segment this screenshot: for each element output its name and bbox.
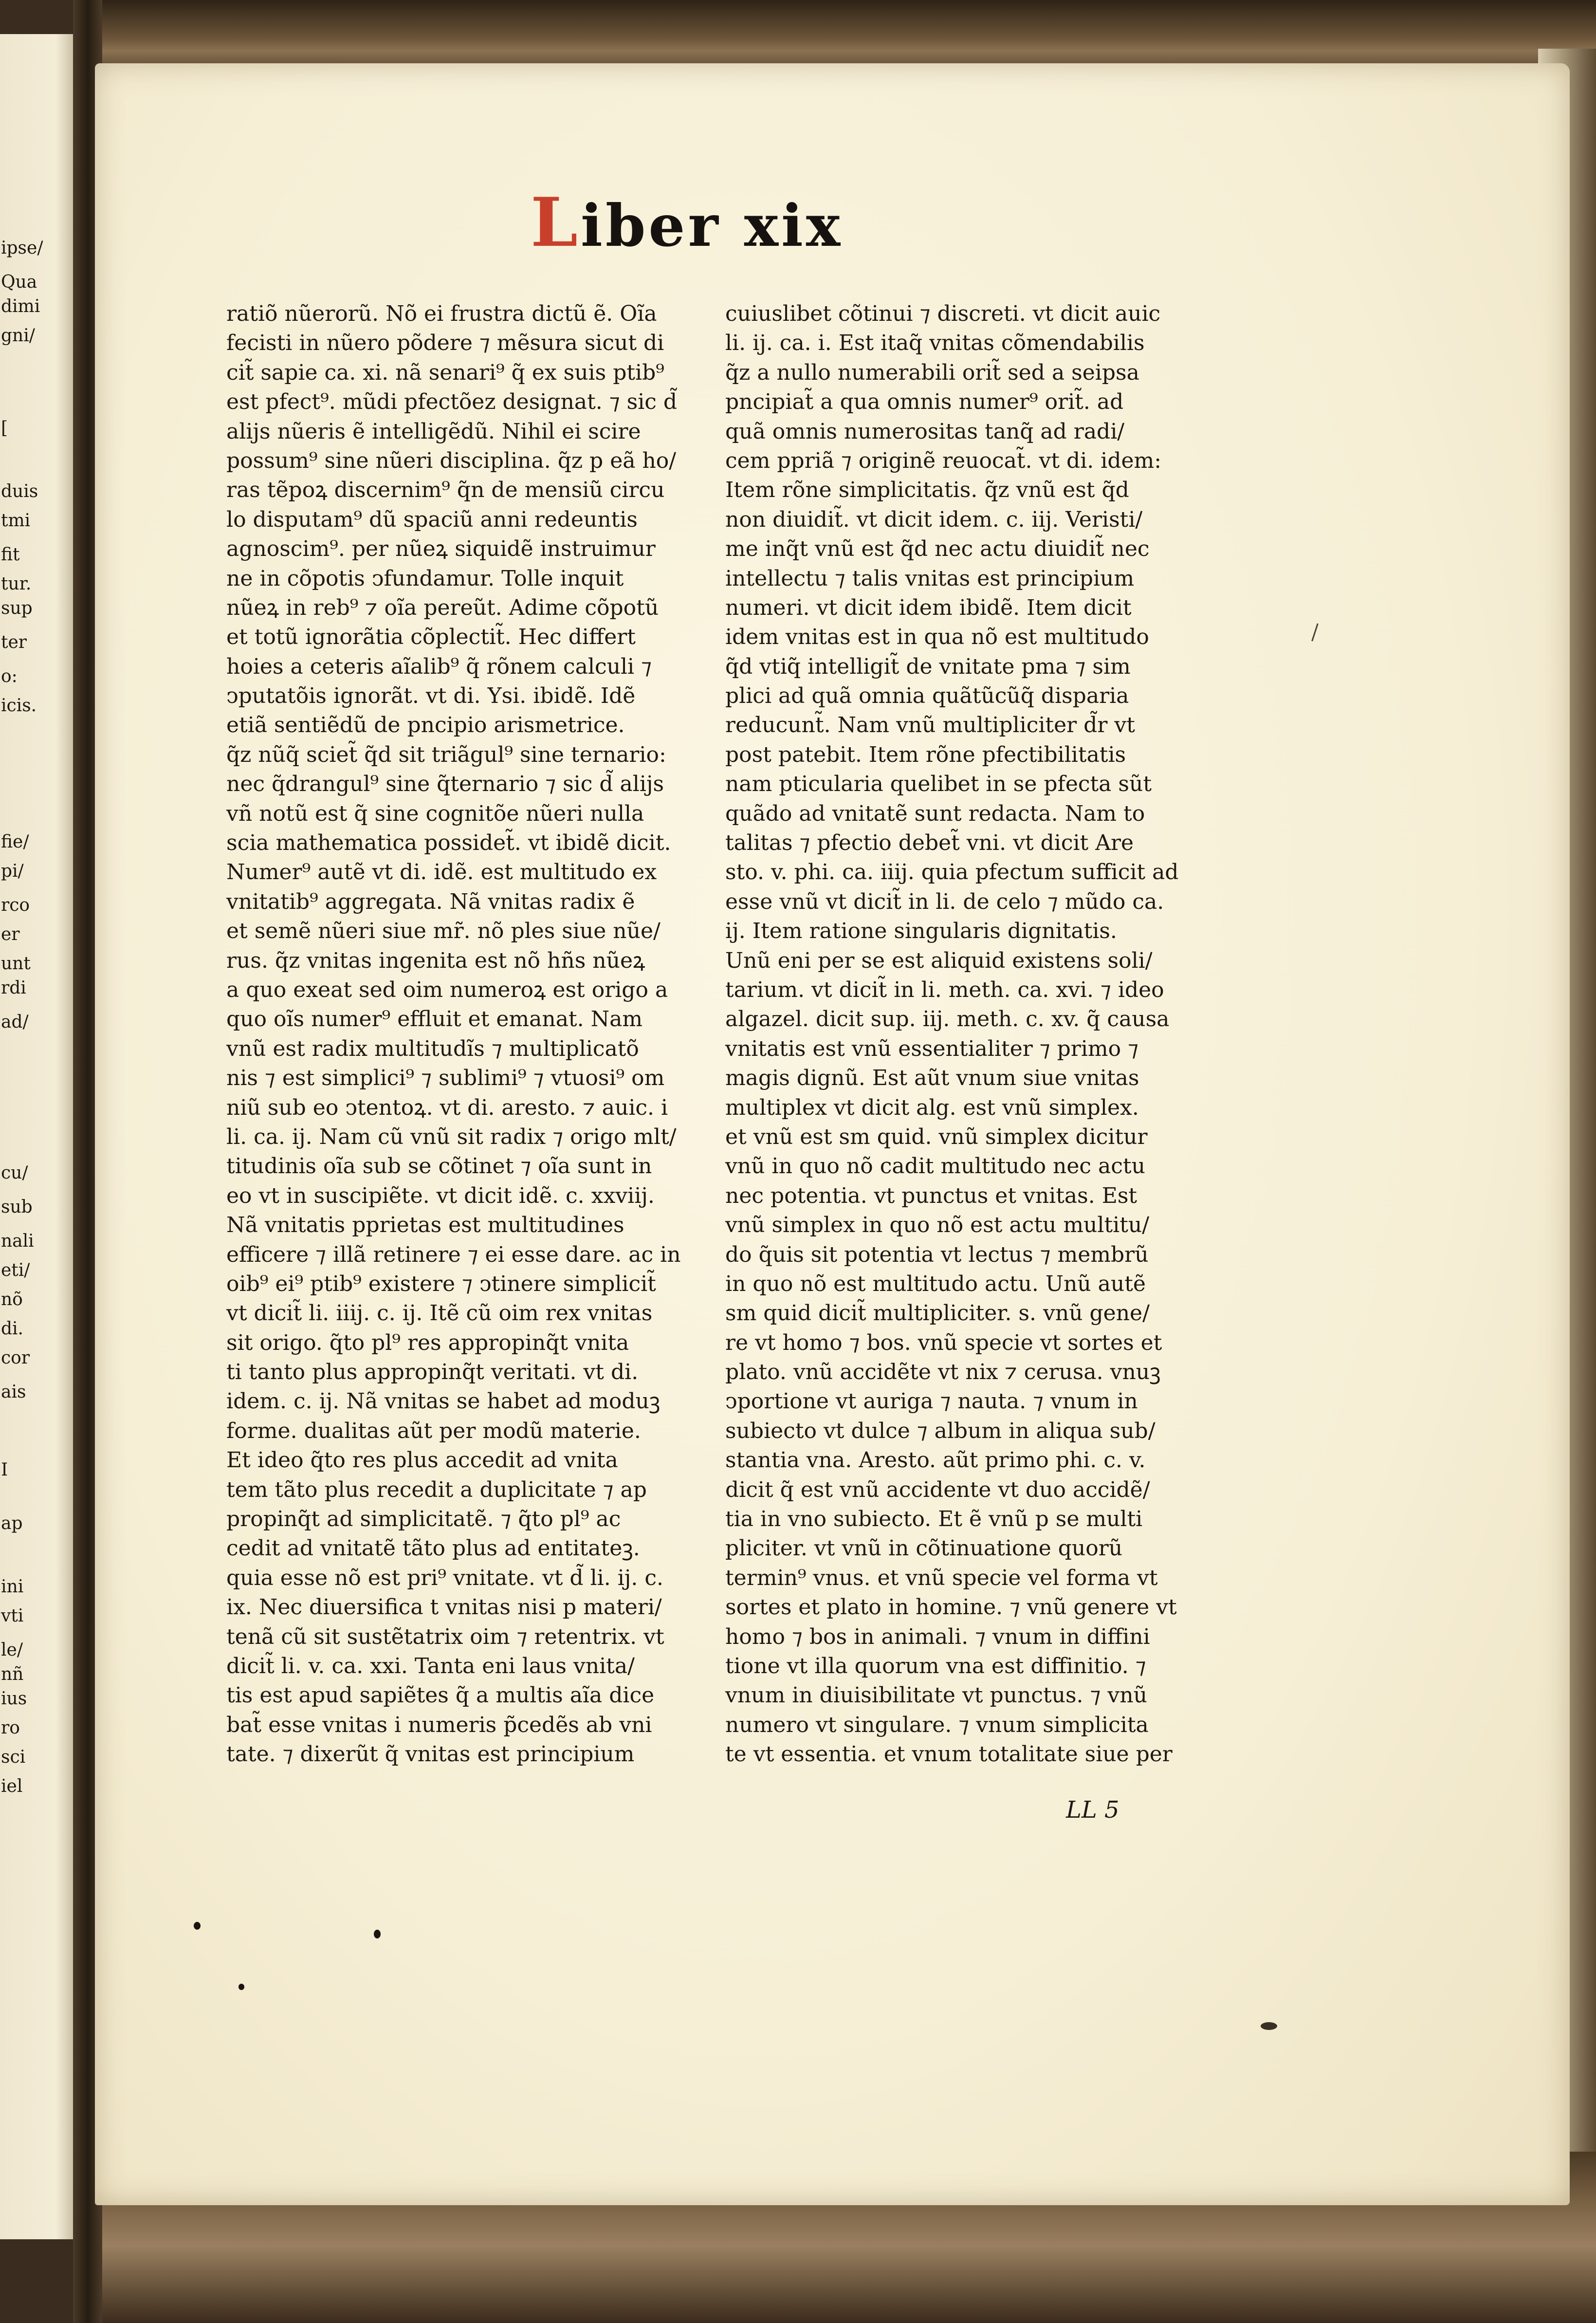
- text-line: numero vt singulare. ⁊ vnum simplicita: [725, 1712, 1149, 1737]
- text-line: Et ideo q̃to res plus accedit ad vnita: [226, 1448, 618, 1473]
- text-line: reducunt̃. Nam vnũ multipliciter d̃r vt: [725, 713, 1135, 738]
- facing-page-text-fragment: nñ: [1, 1664, 24, 1684]
- text-line: ↄportione vt auriga ⁊ nauta. ⁊ vnum in: [725, 1389, 1138, 1414]
- text-line: propinq̃t ad simplicitatẽ. ⁊ q̃to pl⁹ ac: [226, 1507, 621, 1532]
- ink-spot: [194, 1922, 201, 1930]
- text-line: vnitatib⁹ aggregata. Nã vnitas radix ẽ: [226, 889, 635, 914]
- text-line: in quo nõ est multitudo actu. Unũ autẽ: [725, 1271, 1146, 1296]
- facing-page-text-fragment: ais: [1, 1382, 26, 1402]
- text-line: dicit q̃ est vnũ accidente vt duo accidẽ/: [725, 1477, 1150, 1502]
- text-line: sit origo. q̃to pl⁹ res appropinq̃t vnita: [226, 1330, 629, 1355]
- facing-page-text-fragment: sci: [1, 1747, 26, 1767]
- text-line: quã omnis numerositas tanq̃ ad radi/: [725, 419, 1125, 444]
- text-line: tenã cũ sit sustẽtatrix oim ⁊ retentrix. vt: [226, 1624, 664, 1649]
- ink-spot: [1261, 2022, 1277, 2030]
- text-line: bat̃ esse vnitas i numeris p̃cedẽs ab vni: [226, 1712, 652, 1737]
- text-line: Numer⁹ autẽ vt di. idẽ. est multitudo ex: [226, 860, 657, 885]
- facing-page-text-fragment: rco: [1, 895, 30, 915]
- text-line: plici ad quã omnia quãtũcũq̃ disparia: [725, 683, 1129, 709]
- facing-page-text-fragment: I: [1, 1460, 8, 1480]
- text-line: re vt homo ⁊ bos. vnũ specie vt sortes et: [725, 1330, 1162, 1355]
- text-line: hoies a ceteris aĩalib⁹ q̃ rõnem calculi ⁊: [226, 654, 652, 679]
- text-line: nis ⁊ est simplici⁹ ⁊ sublimi⁹ ⁊ vtuosi⁹ om: [226, 1066, 665, 1091]
- facing-page-text-fragment: unt: [1, 954, 31, 974]
- facing-page-text-fragment: vti: [1, 1606, 24, 1626]
- text-line: intellectu ⁊ talis vnitas est principium: [725, 566, 1135, 591]
- text-line: ↄputatõis ignorãt. vt di. Ysi. ibidẽ. Idẽ: [226, 683, 636, 709]
- text-line: lo disputam⁹ dũ spaciũ anni redeuntis: [226, 507, 638, 532]
- text-line: subiecto vt dulce ⁊ album in aliqua sub/: [725, 1418, 1156, 1443]
- facing-page-text-fragment: eti/: [1, 1260, 30, 1280]
- text-line: pncipiat̃ a qua omnis numer⁹ orit̃. ad: [725, 389, 1124, 415]
- text-line: do q̃uis sit potentia vt lectus ⁊ membrũ: [725, 1242, 1149, 1267]
- text-line: talitas ⁊ pfectio debet̃ vni. vt dicit Are: [725, 830, 1134, 856]
- chapter-heading-text: iber xix: [581, 192, 844, 259]
- text-column-left: [226, 299, 684, 1770]
- facing-page-text-fragment: ius: [1, 1689, 27, 1709]
- chapter-heading: [531, 183, 843, 262]
- text-line: vt dicit̃ li. iiij. c. ij. Itẽ cũ oim rex vnitas: [226, 1301, 653, 1326]
- facing-page-text-fragment: nõ: [1, 1290, 23, 1309]
- text-line: vnũ est radix multitudĩs ⁊ multiplicatõ: [226, 1036, 639, 1061]
- text-line: vnum in diuisibilitate vt punctus. ⁊ vnũ: [725, 1683, 1147, 1708]
- text-line: niũ sub eo ↄtentoꝝ. vt di. aresto. ⁊ auic. i: [226, 1095, 668, 1120]
- text-line: ratiõ nũerorũ. Nõ ei frustra dictũ ẽ. Oĩa: [226, 301, 657, 326]
- facing-page-text-fragment: ipse/: [1, 238, 43, 258]
- facing-page-text-fragment: gni/: [1, 326, 35, 346]
- text-line: possum⁹ sine nũeri disciplina. q̃z p eã ho/: [226, 448, 677, 473]
- facing-page-text-fragment: sub: [1, 1197, 33, 1217]
- facing-page-text-fragment: er: [1, 924, 20, 944]
- text-line: plato. vnũ accidẽte vt nix ⁊ cerusa. vnuꝫ: [725, 1360, 1161, 1385]
- text-line: titudinis oĩa sub se cõtinet ⁊ oĩa sunt in: [226, 1154, 652, 1179]
- text-line: et vnũ est sm quid. vnũ simplex dicitur: [725, 1124, 1148, 1149]
- facing-page-text-fragment: ro: [1, 1718, 20, 1738]
- facing-page-text-fragment: rdi: [1, 978, 26, 998]
- text-line: magis dignũ. Est aũt vnum siue vnitas: [725, 1066, 1139, 1091]
- text-line: li. ij. ca. i. Est itaq̃ vnitas cõmendabilis: [725, 331, 1145, 356]
- text-line: nec potentia. vt punctus et vnitas. Est: [725, 1183, 1137, 1208]
- facing-page-text-fragment: tur.: [1, 574, 32, 594]
- text-line: nam pticularia quelibet in se pfecta sũt: [725, 772, 1152, 797]
- text-line: Unũ eni per se est aliquid existens soli/: [725, 948, 1153, 973]
- text-line: ti tanto plus appropinq̃t veritati. vt di.: [226, 1360, 639, 1385]
- facing-page-text-fragment: icis.: [1, 696, 37, 716]
- text-line: stantia vna. Aresto. aũt primo phi. c. v.: [725, 1448, 1146, 1473]
- facing-page-text-fragment: fie/: [1, 832, 29, 852]
- facing-page-edge: [0, 34, 80, 2239]
- signature-mark: LL 5: [1066, 1796, 1119, 1824]
- facing-page-text-fragment: sup: [1, 598, 33, 618]
- text-line: me inq̃t vnũ est q̃d nec actu diuidit̃ nec: [725, 536, 1150, 562]
- text-line: tem tãto plus recedit a duplicitate ⁊ ap: [226, 1477, 647, 1502]
- text-line: scia mathematica possidet̃. vt ibidẽ dicit.: [226, 830, 671, 856]
- text-column-right: [725, 299, 1188, 1770]
- text-line: cem ppriã ⁊ originẽ reuocat̃. vt di. idem:: [725, 448, 1162, 473]
- text-line: vnũ simplex in quo nõ est actu multitu/: [725, 1213, 1150, 1238]
- text-line: non diuidit̃. vt dicit idem. c. iij. Veristi/: [725, 507, 1143, 532]
- text-line: q̃z a nullo numerabili orit̃ sed a seipsa: [725, 360, 1139, 385]
- text-line: Item rõne simplicitatis. q̃z vnũ est q̃d: [725, 478, 1129, 503]
- text-line: quãdo ad vnitatẽ sunt redacta. Nam to: [725, 801, 1145, 826]
- facing-page-text-fragment: ter: [1, 632, 27, 652]
- facing-page-text-fragment: ad/: [1, 1012, 29, 1032]
- text-line: vnitatis est vnũ essentialiter ⁊ primo ⁊: [725, 1036, 1138, 1061]
- text-line: vñ notũ est q̃ sine cognitõe nũeri nulla: [226, 801, 644, 826]
- rubricated-initial: L: [531, 183, 581, 262]
- facing-page-text-fragment: ini: [1, 1577, 24, 1597]
- facing-page-text-fragment: fit: [1, 545, 20, 565]
- text-line: quia esse nõ est pri⁹ vnitate. vt d̃ li. ij. c.: [226, 1565, 664, 1590]
- text-line: forme. dualitas aũt per modũ materie.: [226, 1418, 641, 1443]
- facing-page-text-fragment: ap: [1, 1513, 23, 1533]
- facing-page-text-fragment: duis: [1, 481, 38, 501]
- text-line: li. ca. ij. Nam cũ vnũ sit radix ⁊ origo mlt/: [226, 1124, 677, 1149]
- text-line: tione vt illa quorum vna est diffinitio. ⁊: [725, 1653, 1146, 1678]
- text-line: ij. Item ratione singularis dignitatis.: [725, 919, 1117, 944]
- text-line: dicit̃ li. v. ca. xxi. Tanta eni laus vnita/: [226, 1653, 635, 1678]
- text-line: quo oĩs numer⁹ effluit et emanat. Nam: [226, 1007, 643, 1032]
- text-line: agnoscim⁹. per nũeꝝ siquidẽ instruimur: [226, 536, 656, 562]
- text-line: homo ⁊ bos in animali. ⁊ vnum in diffini: [725, 1624, 1150, 1649]
- text-line: rus. q̃z vnitas ingenita est nõ hñs nũeꝝ: [226, 948, 645, 973]
- text-line: termin⁹ vnus. et vnũ specie vel forma vt: [725, 1565, 1158, 1590]
- facing-page-text-fragment: nali: [1, 1231, 34, 1251]
- facing-page-text-fragment: dimi: [1, 296, 40, 316]
- text-line: algazel. dicit sup. iij. meth. c. xv. q̃ causa: [725, 1007, 1170, 1032]
- text-line: sto. v. phi. ca. iiij. quia pfectum sufficit ad: [725, 860, 1179, 885]
- text-line: et semẽ nũeri siue mr̃. nõ ples siue nũe/: [226, 919, 660, 944]
- text-line: et totũ ignorãtia cõplectit̃. Hec differt: [226, 625, 636, 650]
- text-line: sortes et plato in homine. ⁊ vnũ genere vt: [725, 1595, 1177, 1620]
- facing-page-text-fragment: Qua: [1, 272, 37, 292]
- text-line: q̃z nũq̃ sciet̃ q̃d sit triãgul⁹ sine ternario:: [226, 742, 666, 767]
- text-line: tia in vno subiecto. Et ẽ vnũ p se multi: [725, 1507, 1143, 1532]
- facing-page-text-fragment: cu/: [1, 1163, 28, 1183]
- text-line: est pfect⁹. mũdi pfectõez designat. ⁊ sic d̃: [226, 389, 678, 415]
- text-line: ne in cõpotis ↄfundamur. Tolle inquit: [226, 566, 624, 591]
- text-line: te vt essentia. et vnum totalitate siue per: [725, 1742, 1173, 1767]
- facing-page-text-fragment: iel: [1, 1776, 23, 1796]
- text-line: post patebit. Item rõne pfectibilitatis: [725, 742, 1126, 767]
- text-line: cit̃ sapie ca. xi. nã senari⁹ q̃ ex suis ptib⁹: [226, 360, 664, 385]
- text-line: tate. ⁊ dixerũt q̃ vnitas est principium: [226, 1742, 635, 1767]
- text-line: eo vt in suscipiẽte. vt dicit idẽ. c. xxviij.: [226, 1183, 655, 1208]
- text-line: nec q̃drangul⁹ sine q̃ternario ⁊ sic d̃ alijs: [226, 772, 664, 797]
- text-line: cedit ad vnitatẽ tãto plus ad entitateꝫ.: [226, 1536, 640, 1561]
- text-line: q̃d vtiq̃ intelligit̃ de vnitate pma ⁊ sim: [725, 654, 1131, 679]
- text-line: idem vnitas est in qua nõ est multitudo: [725, 625, 1149, 650]
- text-line: ras tẽpoꝝ discernim⁹ q̃n de mensiũ circu: [226, 478, 665, 503]
- text-line: vnũ in quo nõ cadit multitudo nec actu: [725, 1154, 1145, 1179]
- text-line: idem. c. ij. Nã vnitas se habet ad moduꝫ: [226, 1389, 660, 1414]
- text-line: Nã vnitatis pprietas est multitudines: [226, 1213, 624, 1238]
- text-line: multiplex vt dicit alg. est vnũ simplex.: [725, 1095, 1139, 1120]
- text-line: cuiuslibet cõtinui ⁊ discreti. vt dicit auic: [725, 301, 1161, 326]
- facing-page-text-fragment: o:: [1, 666, 18, 686]
- facing-page-text-fragment: [: [1, 418, 8, 438]
- text-line: tis est apud sapiẽtes q̃ a multis aĩa dice: [226, 1683, 655, 1708]
- text-line: alijs nũeris ẽ intelligẽdũ. Nihil ei scire: [226, 419, 641, 444]
- facing-page-text-fragment: cor: [1, 1348, 30, 1368]
- ink-spot: [374, 1930, 381, 1938]
- text-line: ix. Nec diuersifica t vnitas nisi p materi/: [226, 1595, 662, 1620]
- text-line: a quo exeat sed oim numeroꝝ est origo a: [226, 977, 668, 1002]
- facing-page-text-fragment: le/: [1, 1640, 23, 1660]
- text-line: pliciter. vt vnũ in cõtinuatione quorũ: [725, 1536, 1123, 1561]
- text-line: nũeꝝ in reb⁹ ⁊ oĩa pereũt. Adime cõpotũ: [226, 595, 659, 620]
- text-line: tarium. vt dicit̃ in li. meth. ca. xvi. ⁊ ideo: [725, 977, 1164, 1002]
- text-line: oib⁹ ei⁹ ptib⁹ existere ⁊ ↄtinere simplicit̃: [226, 1271, 656, 1296]
- text-line: etiã sentiẽdũ de pncipio arismetrice.: [226, 713, 625, 738]
- ink-spot: [238, 1984, 244, 1990]
- text-line: numeri. vt dicit idem ibidẽ. Item dicit: [725, 595, 1132, 620]
- facing-page-text-fragment: pi/: [1, 861, 24, 881]
- facing-page-text-fragment: tmi: [1, 511, 31, 531]
- facing-page-text-fragment: di.: [1, 1319, 24, 1339]
- text-line: sm quid dicit̃ multipliciter. s. vnũ gene/: [725, 1301, 1150, 1326]
- text-line: efficere ⁊ illã retinere ⁊ ei esse dare. ac in: [226, 1242, 681, 1267]
- text-line: esse vnũ vt dicit̃ in li. de celo ⁊ mũdo ca.: [725, 889, 1164, 914]
- text-line: fecisti in nũero põdere ⁊ mẽsura sicut di: [226, 331, 664, 356]
